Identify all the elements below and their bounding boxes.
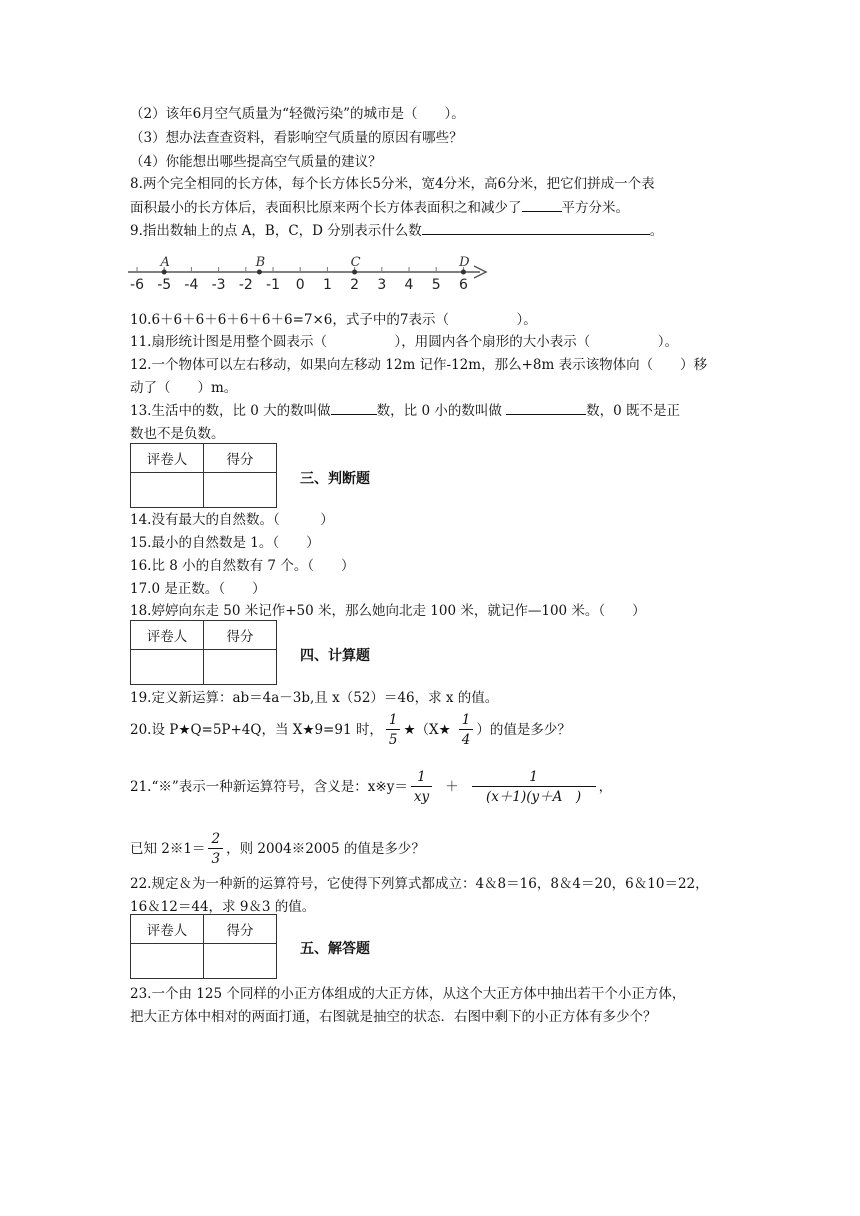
answer-blank[interactable]	[506, 402, 586, 415]
question-21-known-end: ，则 2004※2005 的值是多少？	[226, 841, 425, 857]
section-title-calculation: 四、计算题	[300, 648, 370, 664]
question-20-text: 20.设 P★Q=5P+4Q，当 X★9=91 时，	[130, 722, 383, 738]
question-14: 14.没有最大的自然数。（ ）	[130, 512, 334, 528]
answer-blank[interactable]	[331, 402, 377, 415]
number-line-tick-label: 2	[350, 277, 360, 293]
score-header: 得分	[204, 915, 277, 944]
question-21-known-text: 已知 2※1＝	[130, 841, 206, 857]
number-line-tick-label: -2	[238, 277, 253, 293]
denominator: 3	[211, 851, 221, 867]
question-23-line1: 23.一个由 125 个同样的小正方体组成的大正方体，从这个大正方体中抽出若干个小正方体，	[130, 986, 686, 1002]
question-21-known	[130, 826, 425, 872]
grader-header: 评卷人	[131, 444, 204, 473]
answer-blank[interactable]	[422, 222, 650, 235]
numerator: 1	[386, 711, 401, 730]
question-20-end: ）的值是多少？	[476, 722, 571, 738]
number-line-tick-label: 3	[377, 277, 387, 293]
grader-cell	[131, 650, 204, 685]
denominator: 4	[461, 732, 471, 748]
q7-part4: （4）你能想出哪些提高空气质量的建议？	[130, 154, 382, 170]
question-23-line2: 把大正方体中相对的两面打通，右图就是抽空的状态．右图中剩下的小正方体有多少个？	[130, 1009, 657, 1025]
number-line-point	[162, 270, 167, 275]
fraction-complex	[472, 768, 596, 807]
question-8-line1: 8.两个完全相同的长方体，每个长方体长5分米，宽4分米，高6分米，把它们拼成一个表	[130, 176, 655, 192]
q7-part2: （2）该年6月空气质量为“轻微污染”的城市是（ ）。	[130, 106, 465, 122]
number-line-point-label: C	[350, 255, 361, 270]
score-cell	[204, 944, 277, 979]
question-18: 18.婷婷向东走 50 米记作+50 米，那么她向北走 100 米，就记作—100 米。（ ）	[130, 603, 646, 619]
number-line-tick-label: -5	[157, 277, 172, 293]
question-17: 17.0 是正数。（ ）	[130, 581, 266, 597]
question-20-star: ★（X★	[403, 722, 451, 738]
number-line-tick-label: -3	[211, 277, 226, 293]
number-line-tick-label: -4	[184, 277, 199, 293]
question-11: 11.扇形统计图是用整个圆表示（ ），用圆内各个扇形的大小表示（ ）。	[130, 334, 678, 350]
score-table	[130, 620, 277, 685]
number-line-point	[352, 270, 357, 275]
grader-header: 评卷人	[131, 621, 204, 650]
score-header: 得分	[204, 621, 277, 650]
question-19: 19.定义新运算：ab＝4a－3b,且 x（52）＝46，求 x 的值。	[130, 690, 499, 706]
number-line	[128, 252, 498, 294]
question-16: 16.比 8 小的自然数有 7 个。（ ）	[130, 558, 355, 574]
section-title-solution: 五、解答题	[300, 941, 370, 957]
denominator: 5	[388, 732, 398, 748]
question-20	[130, 708, 571, 752]
question-21-comma: ，	[598, 779, 613, 795]
number-line-tick-label: -1	[266, 277, 280, 293]
number-line-point-label: D	[459, 255, 470, 270]
fraction-one-over-xy	[411, 768, 432, 807]
question-9-end: 。	[649, 223, 664, 239]
question-13-text2: 数，比 0 小的数叫做	[376, 403, 502, 419]
numerator: 1	[472, 768, 596, 787]
score-table	[130, 914, 277, 979]
fraction-one-quarter	[459, 711, 474, 750]
number-line-tick-label: 6	[458, 277, 468, 293]
number-line-tick-label: -6	[130, 277, 144, 293]
score-cell	[204, 650, 277, 685]
question-13-text3: 数，0 既不是正	[586, 403, 681, 419]
question-8-unit: 平方分米。	[561, 200, 629, 216]
grader-cell	[131, 473, 204, 508]
numerator: 1	[459, 711, 474, 730]
number-line-point	[257, 270, 262, 275]
number-line-point-label: B	[255, 255, 266, 270]
question-21	[130, 764, 612, 810]
number-line-point-label: A	[160, 255, 170, 270]
fraction-one-fifth	[386, 711, 401, 750]
question-8-text: 面积最小的长方体后，表面积比原来两个长方体表面积之和减少了	[130, 200, 522, 216]
denominator: (x＋1)(y＋A )	[486, 789, 582, 805]
question-12-line1: 12.一个物体可以左右移动，如果向左移动 12m 记作-12m，那么+8m 表示该物体向（ ）移	[130, 357, 708, 373]
number-line-tick-label: 5	[431, 277, 441, 293]
question-22-line1: 22.规定＆为一种新的运算符号，它使得下列算式都成立：4＆8＝16，8＆4＝20，6＆10＝22，	[130, 876, 709, 892]
question-13-line1	[130, 402, 680, 420]
score-table	[130, 443, 277, 508]
question-12-line2: 动了（ ）m。	[130, 380, 238, 396]
question-13-text1: 13.生活中的数，比 0 大的数叫做	[130, 403, 331, 419]
denominator: xy	[413, 789, 430, 805]
number-line-tick-label: 1	[322, 277, 332, 293]
question-15: 15.最小的自然数是 1。（ ）	[130, 535, 320, 551]
number-line-tick-label: 0	[295, 277, 305, 293]
q7-part3: （3）想办法查查资料，看影响空气质量的原因有哪些？	[130, 130, 463, 146]
number-line-tick-label: 4	[404, 277, 414, 293]
score-cell	[204, 473, 277, 508]
question-10: 10.6＋6＋6＋6＋6＋6＋6=7×6，式子中的7表示（ ）。	[130, 312, 537, 328]
question-22-line2: 16＆12＝44，求 9＆3 的值。	[130, 899, 316, 915]
fraction-two-thirds	[208, 830, 223, 869]
score-header: 得分	[204, 444, 277, 473]
question-13-line2: 数也不是负数。	[130, 426, 225, 442]
numerator: 2	[208, 830, 223, 849]
plus-sign: ＋	[445, 779, 459, 795]
question-8-line2	[130, 199, 629, 217]
numerator: 1	[411, 768, 432, 787]
number-line-point	[461, 270, 466, 275]
question-9-text: 9.指出数轴上的点 A，B，C，D 分别表示什么数	[130, 223, 422, 239]
question-21-text: 21.“※”表示一种新运算符号，含义是：x※y＝	[130, 779, 408, 795]
answer-blank[interactable]	[522, 199, 562, 212]
section-title-judgment: 三、判断题	[300, 471, 370, 487]
grader-cell	[131, 944, 204, 979]
grader-header: 评卷人	[131, 915, 204, 944]
question-9	[130, 222, 663, 240]
